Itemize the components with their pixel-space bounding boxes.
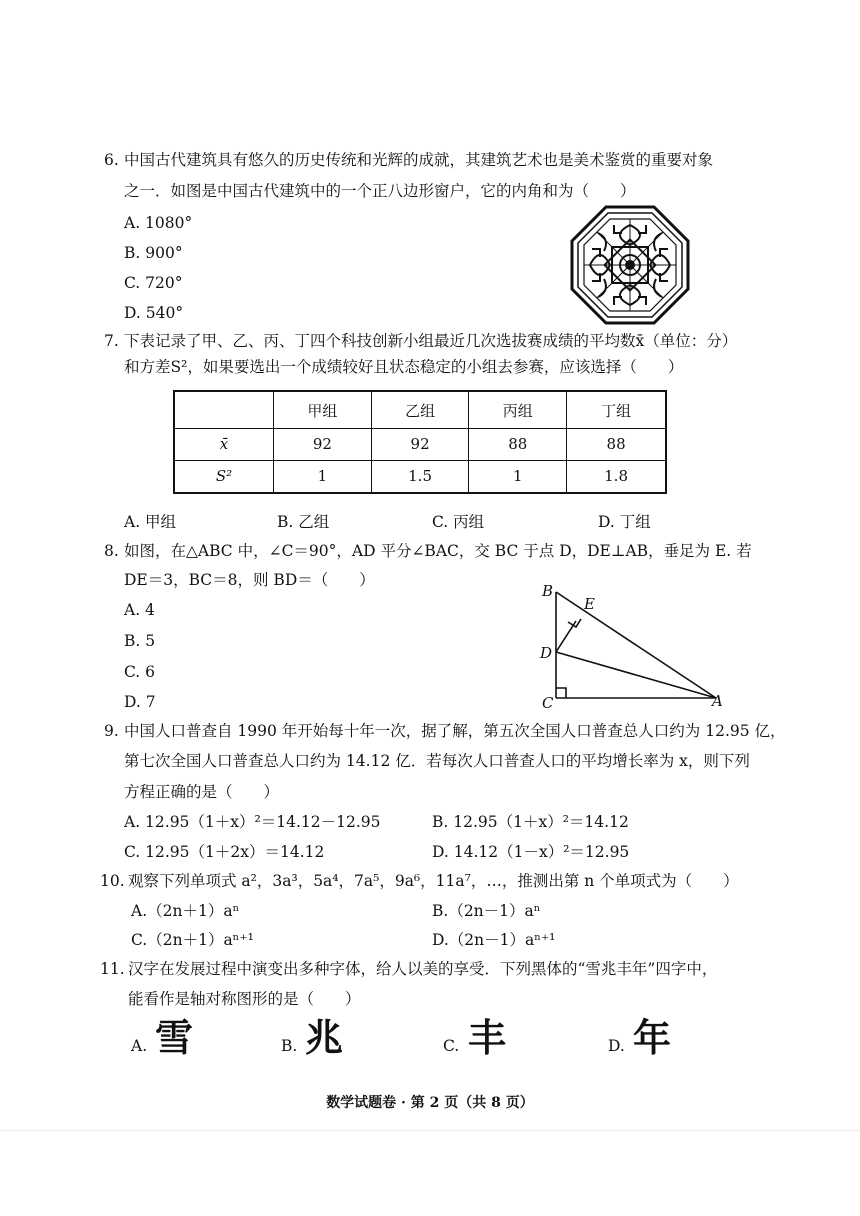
table-row xyxy=(174,429,666,461)
table-header-cell: 甲组 xyxy=(274,391,372,429)
q11-option-d-letter: D. xyxy=(608,1037,625,1055)
table-cell: 88 xyxy=(567,429,666,461)
q10-option-b: B.（2n－1）aⁿ xyxy=(432,902,541,920)
q10-option-d: D.（2n－1）aⁿ⁺¹ xyxy=(432,931,556,949)
q9-option-b: B. 12.95（1＋x）²＝14.12 xyxy=(432,813,629,831)
q8-option-d: D. 7 xyxy=(124,693,156,711)
q7-option-d: D. 丁组 xyxy=(598,513,651,531)
figure-label-d: D xyxy=(540,644,553,662)
q8-stem-line2: DE＝3，BC＝8，则 BD＝（ ） xyxy=(124,571,375,589)
figure-label-e: E xyxy=(584,595,595,613)
q11-option-b-glyph: 兆 xyxy=(305,1016,344,1060)
q11-stem-line2: 能看作是轴对称图形的是（ ） xyxy=(128,990,361,1008)
q9-option-a: A. 12.95（1＋x）²＝14.12－12.95 xyxy=(124,813,381,831)
q6-option-b: B. 900° xyxy=(124,244,183,262)
q11-option-c-letter: C. xyxy=(443,1037,460,1055)
table-header-cell: 丙组 xyxy=(469,391,567,429)
q10-option-a: A.（2n＋1）aⁿ xyxy=(131,902,240,920)
q7-option-c: C. 丙组 xyxy=(432,513,485,531)
table-row xyxy=(174,460,666,493)
q10-number: 10. xyxy=(100,872,125,890)
table-header-cell: 丁组 xyxy=(567,391,666,429)
q7-score-table xyxy=(173,390,667,494)
table-cell: 1 xyxy=(274,460,372,493)
q9-option-c: C. 12.95（1＋2x）＝14.12 xyxy=(124,843,325,861)
octagon-window-figure xyxy=(570,205,690,325)
table-cell: 1.8 xyxy=(567,460,666,493)
q7-number: 7. xyxy=(104,332,119,350)
q8-option-c: C. 6 xyxy=(124,663,156,681)
q9-number: 9. xyxy=(104,722,119,740)
table-cell: 88 xyxy=(469,429,567,461)
q9-option-d: D. 14.12（1－x）²＝12.95 xyxy=(432,843,630,861)
q7-stem-line1: 下表记录了甲、乙、丙、丁四个科技创新小组最近几次选拔赛成绩的平均数x̄（单位：分） xyxy=(124,332,738,350)
q10-option-c: C.（2n＋1）aⁿ⁺¹ xyxy=(131,931,254,949)
q6-option-c: C. 720° xyxy=(124,274,183,292)
q6-option-a: A. 1080° xyxy=(124,214,193,232)
q8-option-b: B. 5 xyxy=(124,632,156,650)
q11-stem-line1: 汉字在发展过程中演变出多种字体，给人以美的享受．下列黑体的“雪兆丰年”四字中， xyxy=(128,960,718,978)
triangle-abc-figure xyxy=(530,578,730,713)
figure-label-c: C xyxy=(542,694,554,712)
q6-stem-line1: 中国古代建筑具有悠久的历史传统和光辉的成就，其建筑艺术也是美术鉴赏的重要对象 xyxy=(124,151,714,169)
table-cell: S² xyxy=(174,460,274,493)
q9-stem-line1: 中国人口普查自 1990 年开始每十年一次，据了解，第五次全国人口普查总人口约为 12.95 亿， xyxy=(124,722,786,740)
q6-stem-line2: 之一．如图是中国古代建筑中的一个正八边形窗户，它的内角和为（ ） xyxy=(124,182,636,200)
q7-stem-line2: 和方差S²，如果要选出一个成绩较好且状态稳定的小组去参赛，应该选择（ ） xyxy=(124,358,684,376)
q11-option-a-glyph: 雪 xyxy=(155,1016,194,1060)
q11-option-c-glyph: 丰 xyxy=(468,1016,507,1060)
table-cell: 92 xyxy=(274,429,372,461)
table-cell: 92 xyxy=(371,429,469,461)
table-header-cell: 乙组 xyxy=(371,391,469,429)
table-cell: 1.5 xyxy=(371,460,469,493)
page-bottom-divider xyxy=(0,1130,860,1131)
page-footer: 数学试题卷 · 第 2 页（共 8 页） xyxy=(326,1095,534,1111)
table-header-cell xyxy=(174,391,274,429)
q8-number: 8. xyxy=(104,542,119,560)
q9-stem-line3: 方程正确的是（ ） xyxy=(124,783,280,801)
q11-option-d-glyph: 年 xyxy=(633,1016,672,1060)
q11-option-a-letter: A. xyxy=(131,1037,148,1055)
q11-option-b-letter: B. xyxy=(281,1037,298,1055)
q7-option-a: A. 甲组 xyxy=(124,513,177,531)
q8-option-a: A. 4 xyxy=(124,601,155,619)
q6-number: 6. xyxy=(104,151,119,169)
q10-stem: 观察下列单项式 a²，3a³，5a⁴，7a⁵，9a⁶，11a⁷，…，推测出第 n 个单项式为（ ） xyxy=(128,872,739,890)
table-cell: 1 xyxy=(469,460,567,493)
figure-label-b: B xyxy=(542,582,554,600)
q9-stem-line2: 第七次全国人口普查总人口约为 14.12 亿．若每次人口普查人口的平均增长率为 x，则下列 xyxy=(124,752,750,770)
table-cell: x̄ xyxy=(174,429,274,461)
q7-option-b: B. 乙组 xyxy=(277,513,330,531)
q11-number: 11. xyxy=(100,960,125,978)
q8-stem-line1: 如图，在△ABC 中，∠C＝90°，AD 平分∠BAC，交 BC 于点 D，DE⊥AB，垂足为 E. 若 xyxy=(124,542,752,560)
table-header-row xyxy=(174,391,666,429)
figure-label-a: A xyxy=(712,692,723,710)
q6-option-d: D. 540° xyxy=(124,304,184,322)
